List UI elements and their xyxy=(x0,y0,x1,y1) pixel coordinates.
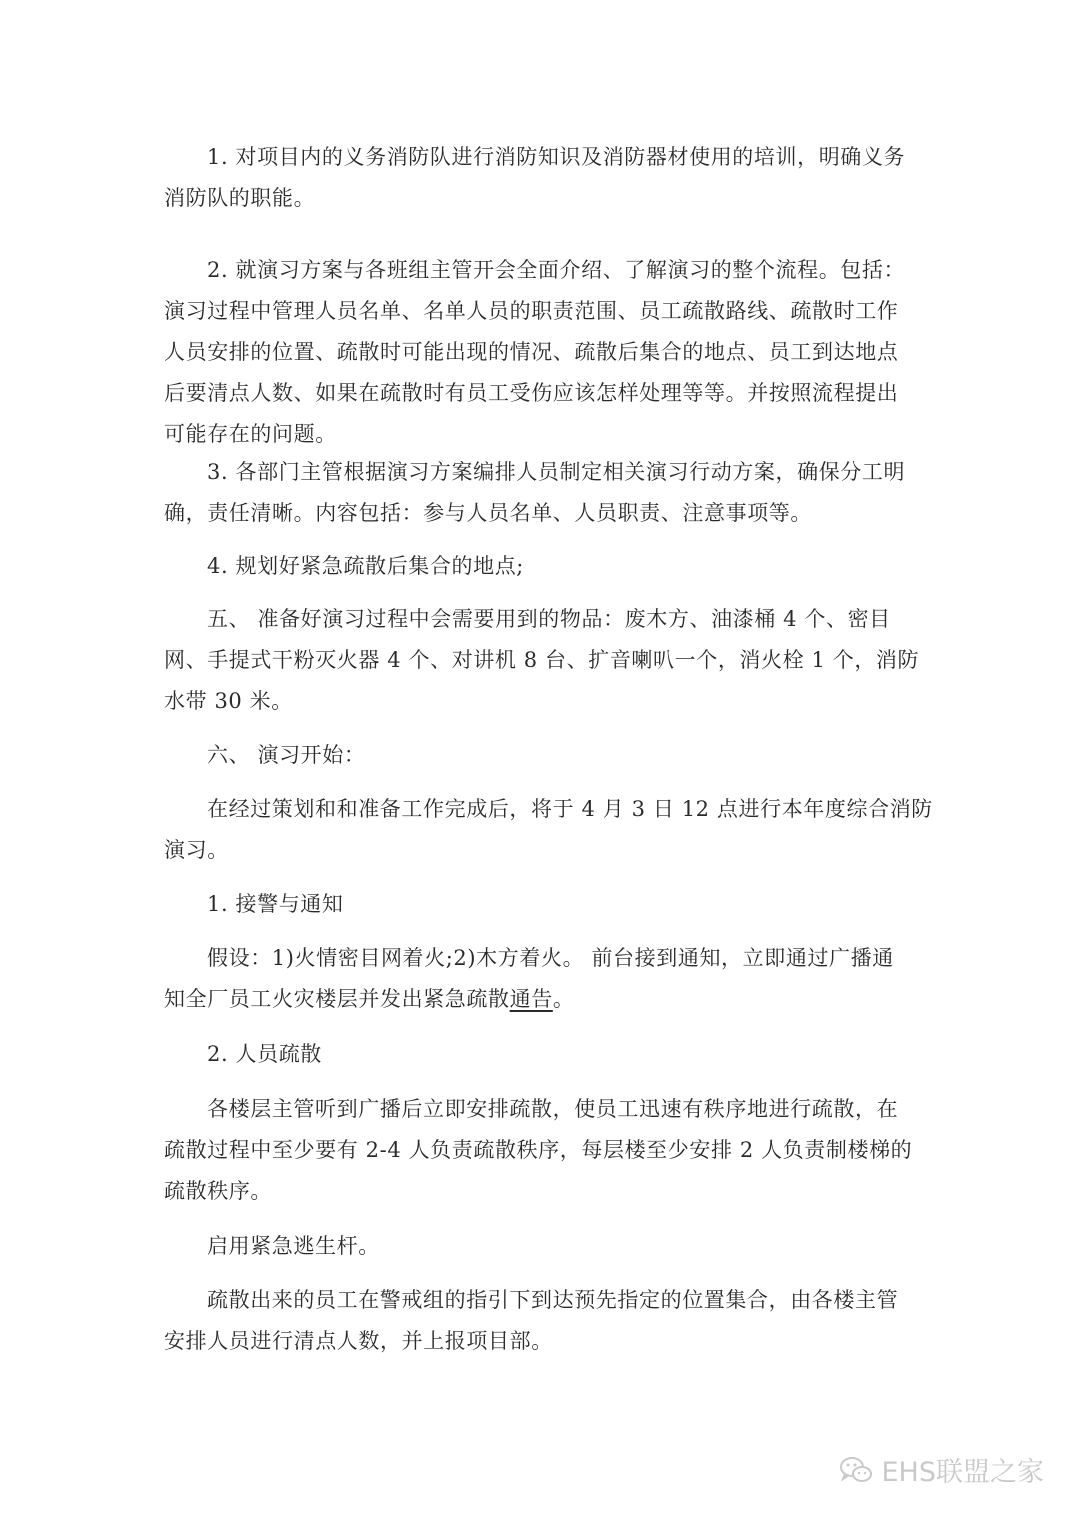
text-line: 六、 演习开始： xyxy=(207,743,366,767)
paragraph-drill-schedule xyxy=(164,789,933,871)
text-line: 在经过策划和和准备工作完成后，将于 4 月 3 日 12 点进行本年度综合消防 xyxy=(207,797,933,821)
text-line: 疏散过程中至少要有 2-4 人负责疏散秩序，每层楼至少安排 2 人负责制楼梯的 xyxy=(164,1138,913,1162)
paragraph-escape-pole xyxy=(164,1226,916,1267)
text-line xyxy=(164,979,916,1020)
paragraph-department-plan xyxy=(164,452,916,534)
text-line: 各楼层主管听到广播后立即安排疏散，使员工迅速有秩序地进行疏散，在 xyxy=(207,1097,899,1121)
notice-link[interactable]: 通告 xyxy=(509,987,553,1011)
text-line: 4. 规划好紧急疏散后集合的地点; xyxy=(207,554,524,578)
text-line: 五、 准备好演习过程中会需要用到的物品：废木方、油漆桶 4 个、密目 xyxy=(207,607,891,631)
paragraph-headcount xyxy=(164,1280,916,1362)
text-line: 疏散秩序。 xyxy=(164,1179,272,1203)
text-line: 1. 接警与通知 xyxy=(207,892,344,916)
paragraph-fire-scenario xyxy=(164,938,916,1020)
text-line: 确，责任清晰。内容包括：参与人员名单、人员职责、注意事项等。 xyxy=(164,501,812,525)
text-line: 可能存在的问题。 xyxy=(164,422,337,446)
text-line: 人员安排的位置、疏散时可能出现的情况、疏散后集合的地点、员工到达地点 xyxy=(164,340,899,364)
wechat-icon xyxy=(839,1455,873,1485)
text-line: 1. 对项目内的义务消防队进行消防知识及消防器材使用的培训，明确义务 xyxy=(207,145,906,169)
text-line: 演习过程中管理人员名单、名单人员的职责范围、员工疏散路线、疏散时工作 xyxy=(164,299,899,323)
text-fragment: 。 xyxy=(552,987,575,1011)
text-line: 假设：1)火情密目网着火;2)木方着火。 前台接到通知，立即通过广播通 xyxy=(207,946,894,970)
subheading-alarm-notification xyxy=(164,884,916,925)
watermark xyxy=(839,1450,1044,1489)
subheading-evacuation xyxy=(164,1034,916,1075)
text-line: 后要清点人数、如果在疏散时有员工受伤应该怎样处理等等。并按照流程提出 xyxy=(164,381,899,405)
text-line: 消防队的职能。 xyxy=(164,186,316,210)
text-line: 安排人员进行清点人数，并上报项目部。 xyxy=(164,1329,553,1353)
text-line: 疏散出来的员工在警戒组的指引下到达预先指定的位置集合，由各楼主管 xyxy=(207,1288,899,1312)
text-line: 网、手提式干粉灭火器 4 个、对讲机 8 台、扩音喇叭一个，消火栓 1 个，消防 xyxy=(164,648,920,672)
watermark-text: EHS联盟之家 xyxy=(881,1457,1044,1488)
text-line: 启用紧急逃生杆。 xyxy=(207,1234,380,1258)
text-line: 2. 人员疏散 xyxy=(207,1042,322,1066)
text-fragment: 知全厂员工火灾楼层并发出紧急疏散 xyxy=(164,987,510,1011)
text-line: 3. 各部门主管根据演习方案编排人员制定相关演习行动方案，确保分工明 xyxy=(207,460,906,484)
paragraph-evacuation-procedure xyxy=(164,1089,916,1212)
paragraph-materials xyxy=(164,599,920,722)
text-line: 水带 30 米。 xyxy=(164,689,293,713)
paragraph-briefing xyxy=(164,250,916,455)
section-heading-drill-start xyxy=(164,735,916,776)
text-line: 演习。 xyxy=(164,838,229,862)
paragraph-training xyxy=(164,137,916,219)
paragraph-assembly-point xyxy=(164,546,916,587)
text-line: 2. 就演习方案与各班组主管开会全面介绍、了解演习的整个流程。包括： xyxy=(207,258,906,282)
